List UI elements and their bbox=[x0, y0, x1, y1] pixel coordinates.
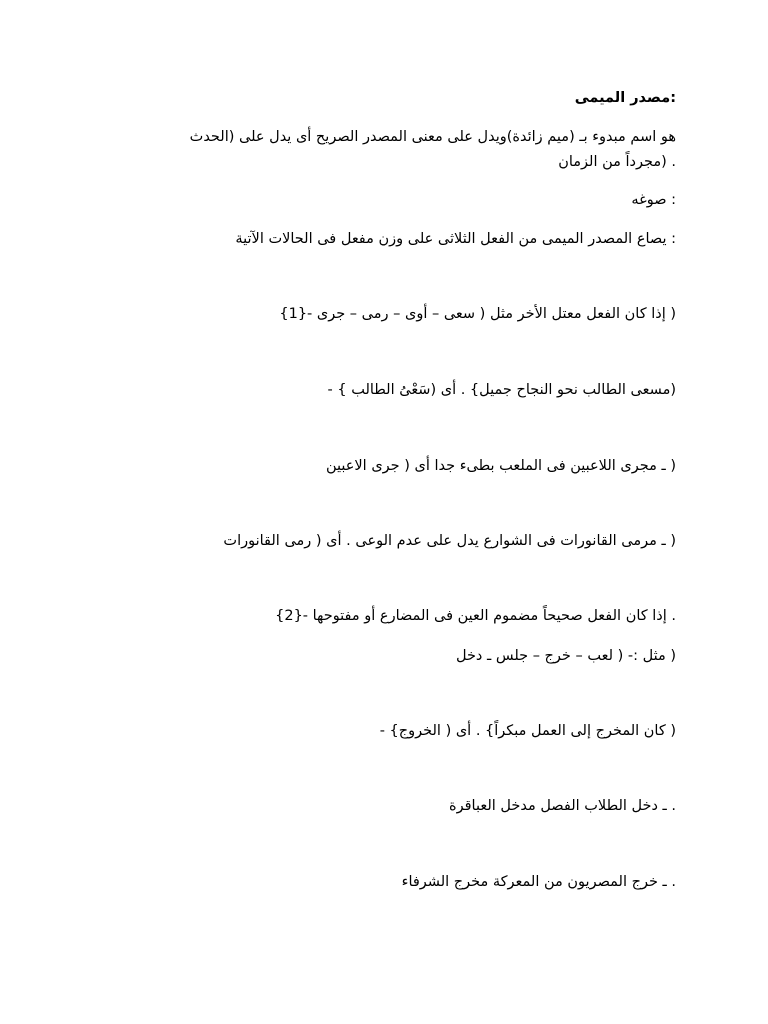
case-1-example-2: ( ـ مجرى اللاعبين فى الملعب بطىء جدا أى ( جرى الاعبين bbox=[325, 458, 676, 474]
case-1-example-3: ( ـ مرمى القانورات فى الشوارع يدل على عدم الوعى . أى ( رمى القانورات bbox=[223, 533, 676, 549]
case-1-rule: ( إذا كان الفعل معتل الأخر مثل ( سعى – أوى – رمى – جرى -{1} bbox=[279, 306, 676, 322]
definition-line-1: هو اسم مبدوء بـ (ميم زائدة)ويدل على معنى المصدر الصريح أى يدل على (الحدث bbox=[189, 129, 676, 145]
case-2-rule: . إذا كان الفعل صحيحاً مضموم العين فى المضارع أو مفتوحها -{2} bbox=[275, 608, 676, 624]
forms-heading: : صوغه bbox=[631, 192, 676, 208]
definition-line-2: . (مجرداً من الزمان bbox=[558, 154, 676, 170]
rule-intro: : يصاع المصدر الميمى من الفعل الثلاثى على وزن مفعل فى الحالات الآتية bbox=[235, 231, 676, 247]
case-1-example-1: (مسعى الطالب نحو النجاح جميل} . أى (سَعْىُ الطالب } - bbox=[327, 382, 676, 398]
case-2-examples-intro: ( مثل :- ( لعب – خرج – جلس ـ دخل bbox=[455, 648, 676, 664]
case-2-example-2: . ـ دخل الطلاب الفصل مدخل العباقرة bbox=[449, 798, 676, 814]
case-2-example-1: ( كان المخرج إلى العمل مبكراً} . أى ( الخروج} - bbox=[379, 723, 676, 739]
case-2-example-3: . ـ خرج المصريون من المعركة مخرج الشرفاء bbox=[401, 874, 676, 890]
document-title: :مصدر الميمى bbox=[574, 90, 676, 106]
